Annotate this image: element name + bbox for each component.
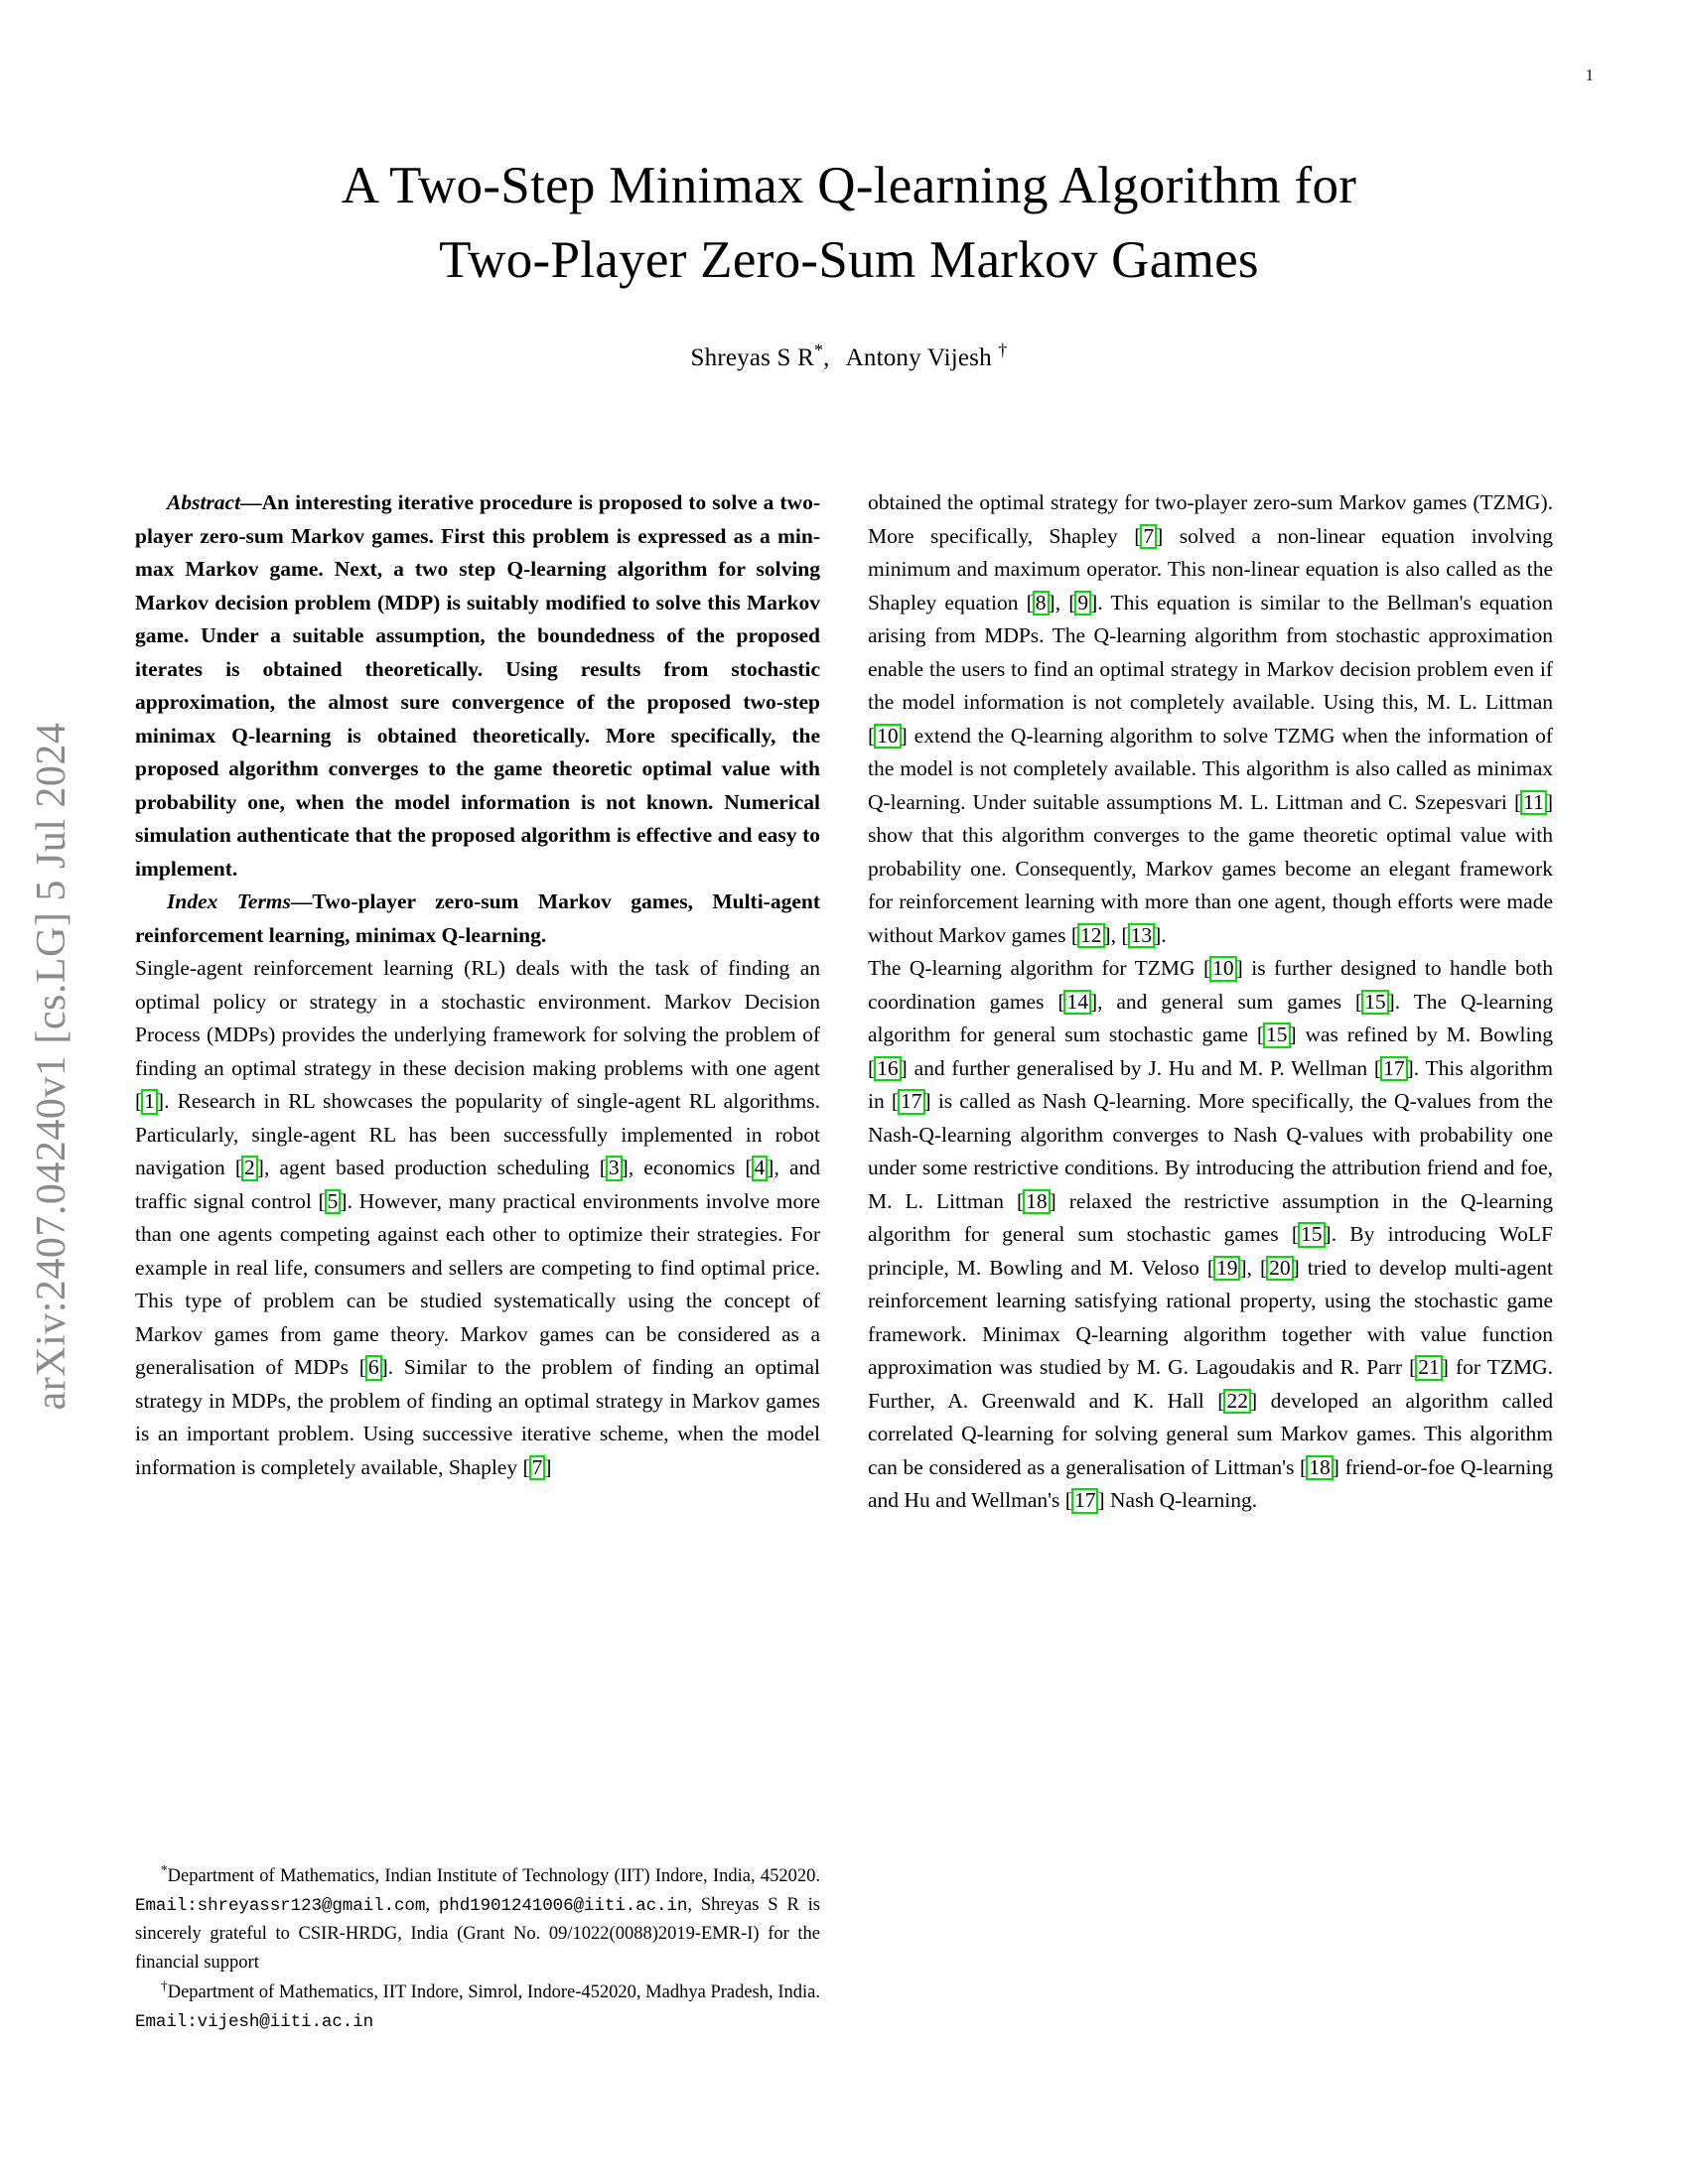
rc2-text-9: relaxed the restrictive assumption in the Q-learning algorithm for general sum stochastic games bbox=[868, 1188, 1553, 1246]
citation-19[interactable]: [19] bbox=[1206, 1255, 1247, 1280]
rc-text-4: . This equation is similar to the Bellman's equation arising from MDPs. The Q-learning algorithm from stochastic approximation enable the users to find an optimal strategy in Markov decision problem even if the model information is not completely available. Using this, M. L. Littman bbox=[868, 590, 1553, 714]
rc-text-1: obtained the optimal strategy for two-player zero-sum Markov games (TZMG). More specifically, Shapley bbox=[868, 490, 1553, 548]
rc-text-7: , bbox=[1110, 922, 1122, 947]
rc2-text-1: The Q-learning algorithm for TZMG bbox=[868, 956, 1203, 980]
author-separator: , bbox=[823, 343, 830, 371]
citation-17-c[interactable]: [17] bbox=[1064, 1488, 1105, 1512]
rc-text-3: , bbox=[1055, 590, 1069, 614]
footnote-2-mark: † bbox=[161, 1978, 168, 1993]
title-line-2: Two-Player Zero-Sum Markov Games bbox=[439, 231, 1259, 290]
rc2-text-8: is called as Nash Q-learning. More specifically, the Q-values from the Nash-Q-learning algorithm converges to Nash Q-values with probability one under some restrictive conditions. By introducing the attribution friend and foe, M. L. Littman bbox=[868, 1089, 1553, 1213]
citation-6[interactable]: [6] bbox=[358, 1355, 388, 1379]
abstract-paragraph bbox=[135, 486, 820, 886]
footnote-1-mark: * bbox=[161, 1861, 168, 1877]
intro-text-3: , agent based production scheduling bbox=[263, 1156, 600, 1179]
rc2-text-4: . The Q-learning algorithm for general sum stochastic game bbox=[868, 989, 1553, 1046]
citation-11[interactable]: [11] bbox=[1513, 789, 1553, 814]
index-terms-dash: — bbox=[290, 889, 313, 913]
citation-15-c[interactable]: [15] bbox=[1291, 1222, 1332, 1246]
rc2-text-10: . By introducing WoLF principle, M. Bowling and M. Veloso bbox=[868, 1222, 1553, 1280]
citation-12[interactable]: [12] bbox=[1070, 922, 1111, 947]
rc-text-5: extend the Q-learning algorithm to solve TZMG when the information of the model is not completely available. This algorithm is also called as minimax Q-learning. Under suitable assumptions M. L. Littman and C. Szepesvari bbox=[868, 723, 1553, 814]
footnote-2 bbox=[135, 1979, 820, 2036]
intro-text-6: . However, many practical environments involve more than one agents competing against each other to optimize their strategies. For example in real life, consumers and sellers are competing to find optimal price. This type of problem can be studied systematically using the concept of Markov games from game theory. Markov games can be considered as a generalisation of MDPs bbox=[135, 1188, 820, 1379]
citation-14[interactable]: [14] bbox=[1057, 989, 1098, 1014]
rc-text-6: show that this algorithm converges to the game theoretic optimal value with probability one. Consequently, Markov games become an elegant framework for reinforcement learning with more than one agent, though efforts were made without Markov games bbox=[868, 823, 1553, 947]
rc2-text-12: tried to develop multi-agent reinforcement learning satisfying rational property, using the stochastic game framework. Minimax Q-learning algorithm together with value function approximation was studied by M. G. Lagoudakis and R. Parr bbox=[868, 1255, 1553, 1379]
citation-1[interactable]: [1] bbox=[135, 1089, 165, 1113]
index-terms-paragraph bbox=[135, 886, 820, 952]
citation-20[interactable]: [20] bbox=[1260, 1255, 1300, 1280]
citation-4[interactable]: [4] bbox=[745, 1156, 774, 1179]
footnote-2-email[interactable]: Email:vijesh@iiti.ac.in bbox=[135, 2011, 374, 2032]
citation-7-right[interactable]: [7] bbox=[1134, 523, 1164, 548]
citation-18-b[interactable]: [18] bbox=[1300, 1454, 1339, 1479]
citation-16[interactable]: [16] bbox=[868, 1055, 908, 1080]
footnote-1-email-1[interactable]: Email:shreyassr123@gmail.com bbox=[135, 1895, 426, 1916]
abstract-text: An interesting iterative procedure is proposed to solve a two-player zero-sum Markov games. First this problem is expressed as a min-max Markov game. Next, a two step Q-learning algorithm for solving Markov decision problem (MDP) is suitably modified to solve this Markov game. Under a suitable assumption, the boundedness of the proposed iterates is obtained theoretically. Using results from stochastic approximation, the almost sure convergence of the proposed two-step minimax Q-learning is obtained theoretically. More specifically, the proposed algorithm converges to the game theoretic optimal value with probability one, when the model information is not known. Numerical simulation authenticate that the proposed algorithm is effective and easy to implement. bbox=[135, 490, 820, 881]
intro-text-4: , economics bbox=[628, 1156, 746, 1179]
index-terms-text: Two-player zero-sum Markov games, Multi-agent reinforcement learning, minimax Q-learning. bbox=[135, 889, 820, 947]
footnote-block bbox=[135, 1851, 820, 2036]
footnote-1-text-2: , bbox=[425, 1894, 439, 1915]
footnote-1-text-3: , Shreyas S R is sincerely grateful to CSIR-HRDG, India (Grant No. 09/1022(0088)2019-EMR-I) for the financial support bbox=[135, 1894, 820, 1973]
right-paragraph-2 bbox=[868, 952, 1553, 1518]
citation-15[interactable]: [15] bbox=[1354, 989, 1395, 1014]
rc-text-8: . bbox=[1161, 922, 1167, 947]
page-title bbox=[179, 149, 1519, 299]
author-list bbox=[179, 340, 1519, 372]
rc-text-2: solved a non-linear equation involving minimum and maximum operator. This non-linear equation is also called as the Shapley equation bbox=[868, 523, 1554, 614]
left-column bbox=[135, 486, 820, 1484]
right-paragraph-1 bbox=[868, 486, 1553, 952]
footnote-1 bbox=[135, 1862, 820, 1977]
author-2-name: Antony Vijesh bbox=[845, 343, 992, 371]
rc2-text-7: . This algorithm in bbox=[868, 1055, 1553, 1113]
page-number: 1 bbox=[1585, 66, 1594, 84]
rc2-text-2: is further designed to handle both coordination games bbox=[868, 956, 1553, 1014]
citation-13[interactable]: [13] bbox=[1121, 922, 1162, 947]
rc2-text-14: developed an algorithm called correlated Q-learning for solving general sum Markov games. This algorithm can be considered as a generalisation of Littman's bbox=[868, 1388, 1553, 1479]
introduction-paragraph bbox=[135, 952, 820, 1484]
intro-text-2: . Research in RL showcases the popularity of single-agent RL algorithms. Particularly, single-agent RL has been successfully implemented in robot navigation bbox=[135, 1089, 820, 1179]
rc2-text-13: for TZMG. Further, A. Greenwald and K. Hall bbox=[868, 1355, 1553, 1413]
rc2-text-3: , and general sum games bbox=[1097, 989, 1355, 1014]
title-line-1: A Two-Step Minimax Q-learning Algorithm for bbox=[341, 157, 1357, 214]
citation-9[interactable]: [9] bbox=[1068, 590, 1098, 614]
arxiv-stamp: arXiv:2407.04240v1 [cs.LG] 5 Jul 2024 bbox=[29, 722, 74, 1411]
right-column bbox=[868, 486, 1553, 1518]
author-1-affiliation-mark[interactable]: * bbox=[813, 340, 824, 360]
citation-10[interactable]: [10] bbox=[868, 723, 908, 748]
citation-22[interactable]: [22] bbox=[1217, 1388, 1258, 1413]
citation-8[interactable]: [8] bbox=[1026, 590, 1055, 614]
footnote-rule bbox=[135, 1851, 373, 1852]
intro-text-5: , and traffic signal control bbox=[135, 1156, 820, 1213]
citation-2[interactable]: [2] bbox=[234, 1156, 264, 1179]
citation-17-b[interactable]: [17] bbox=[891, 1089, 931, 1113]
rc2-text-16: Nash Q-learning. bbox=[1104, 1488, 1258, 1512]
intro-text-7: . Similar to the problem of finding an optimal strategy in MDPs, the problem of finding an optimal strategy in Markov games is an important problem. Using successive iterative scheme, when the model information is completely available, Shapley bbox=[135, 1355, 821, 1479]
rc2-text-6: and further generalised by J. Hu and M. P. Wellman bbox=[907, 1055, 1374, 1080]
rc2-text-11: , bbox=[1246, 1255, 1260, 1280]
citation-21[interactable]: [21] bbox=[1409, 1355, 1449, 1379]
author-1-name: Shreyas S R bbox=[690, 343, 814, 371]
citation-5[interactable]: [5] bbox=[318, 1188, 348, 1213]
index-terms-label: Index Terms bbox=[167, 889, 291, 913]
footnote-1-text-1: Department of Mathematics, Indian Institute of Technology (IIT) Indore, India, 452020. bbox=[167, 1866, 820, 1886]
title-block bbox=[179, 149, 1519, 372]
intro-text-1: Single-agent reinforcement learning (RL) deals with the task of finding an optimal policy or strategy in a stochastic environment. Markov Decision Process (MDPs) provides the underlying framework for solving the problem of finding an optimal strategy in these decision making problems with one agent bbox=[135, 956, 820, 1080]
rc2-text-15: friend-or-foe Q-learning and Hu and Wellman's bbox=[868, 1454, 1553, 1512]
citation-15-b[interactable]: [15] bbox=[1256, 1023, 1297, 1046]
citation-7[interactable]: [7] bbox=[522, 1454, 552, 1479]
rc2-text-5: was refined by M. Bowling bbox=[1296, 1023, 1553, 1046]
abstract-label: Abstract bbox=[167, 490, 241, 514]
abstract-dash: — bbox=[240, 490, 262, 514]
author-2-affiliation-mark[interactable]: † bbox=[998, 340, 1008, 360]
citation-3[interactable]: [3] bbox=[599, 1156, 629, 1179]
citation-10-b[interactable]: [10] bbox=[1202, 956, 1243, 980]
footnote-1-email-2[interactable]: phd1901241006@iiti.ac.in bbox=[438, 1895, 688, 1916]
citation-17[interactable]: [17] bbox=[1373, 1055, 1414, 1080]
footnote-2-text-1: Department of Mathematics, IIT Indore, Simrol, Indore-452020, Madhya Pradesh, India. bbox=[167, 1982, 821, 2002]
citation-18[interactable]: [18] bbox=[1016, 1188, 1056, 1213]
